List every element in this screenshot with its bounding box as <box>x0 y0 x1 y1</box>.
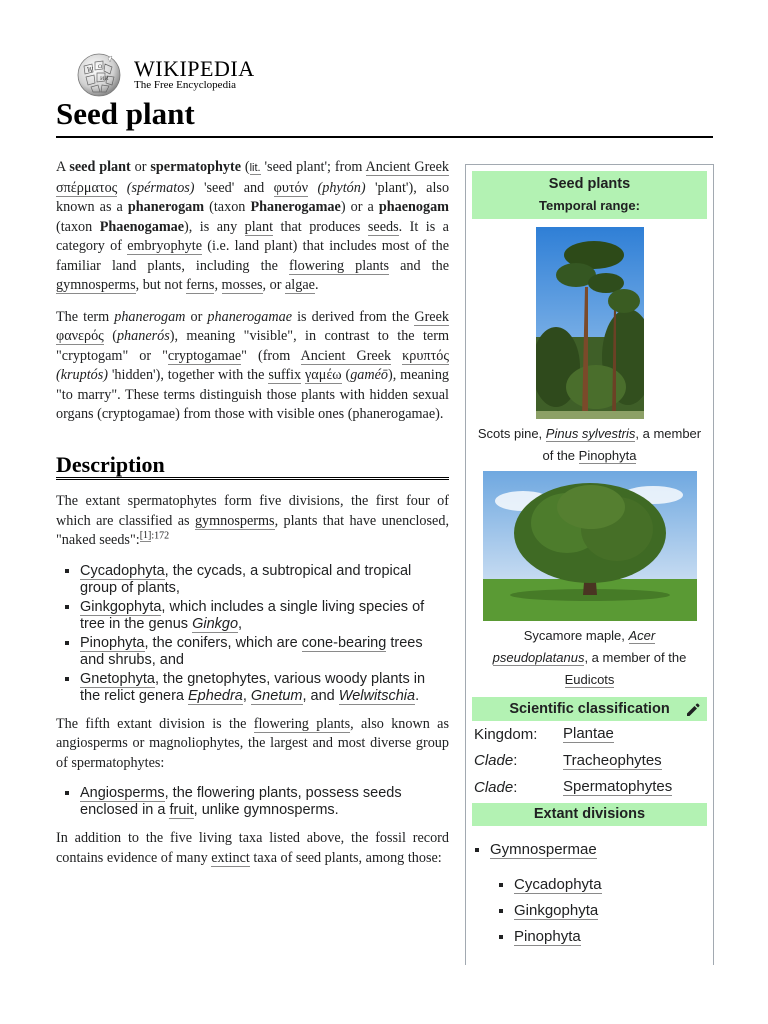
temporal-range-label: Temporal range: <box>539 198 640 213</box>
link-gymnosperms-2[interactable]: gymnosperms <box>194 512 275 529</box>
scots-pine-image[interactable] <box>536 227 644 419</box>
link-pinus-sylvestris[interactable]: Pinus sylvestris <box>545 426 636 441</box>
link-embryophyte[interactable]: embryophyte <box>127 238 203 254</box>
link-gymnospermae[interactable]: Gymnospermae <box>490 840 597 858</box>
link-suffix[interactable]: suffix <box>268 367 302 383</box>
link-spermatophytes[interactable]: Spermatophytes <box>563 778 673 796</box>
extant-divisions-list <box>466 840 713 950</box>
extant-subdivisions-list <box>490 872 713 950</box>
link-ancient-greek-2[interactable]: Ancient Greek <box>300 347 392 364</box>
intro-paragraph: A seed plant or spermatophyte (lit. 'seed plant'; from Ancient Greek σπέρματος (spérmatos) 'seed' and φυτόν (phytón) 'plant'), also known as a phanerogam (taxon Phanerogamae) or a phaenogam (taxon Phaenogamae), is any plant that produces seeds. It is a category of embryophyte (i.e. land plant) that includes most of the familiar land plants, including the flowering plants and the gymnosperms, but not ferns, mosses, or algae. <box>56 159 450 293</box>
link-tracheophytes[interactable]: Tracheophytes <box>563 751 662 769</box>
link-gnetum[interactable]: Gnetum <box>250 687 303 704</box>
svg-text:W: W <box>87 67 94 74</box>
link-ferns[interactable]: ferns <box>186 277 215 293</box>
title-divider <box>56 136 713 138</box>
link-ephedra[interactable]: Ephedra <box>188 687 243 704</box>
extant-divisions-header: Extant divisions <box>472 803 707 826</box>
link-mosses[interactable]: mosses <box>221 277 263 293</box>
edit-pencil-icon[interactable] <box>685 702 701 718</box>
infobox-title: Seed plants <box>548 176 631 192</box>
divisions-paragraph: The extant spermatophytes form five divisions, the first four of which are classified as gymnosperms, plants that have unenclosed, "naked seeds":$^{[1]:172}$ <box>56 493 449 548</box>
classification-row-clade <box>474 748 705 775</box>
angiosperm-list <box>56 785 449 819</box>
link-plantae[interactable]: Plantae <box>563 725 614 743</box>
svg-text:Ω: Ω <box>98 64 103 70</box>
wikipedia-logo[interactable] <box>74 52 254 98</box>
link-cryptogamae[interactable]: cryptogamae <box>167 347 242 364</box>
link-kryptos[interactable]: κρυπτός <box>402 347 449 364</box>
link-spermatos[interactable]: σπέρματος <box>56 179 118 196</box>
link-plant[interactable]: plant <box>244 218 274 235</box>
link-eudicots[interactable]: Eudicots <box>564 672 615 687</box>
link-cycadophyta-infobox[interactable]: Cycadophyta <box>514 875 602 893</box>
rank-label: Kingdom: <box>474 725 538 743</box>
link-cycadophyta[interactable]: Cycadophyta <box>80 562 165 579</box>
link-ginkgo[interactable]: Ginkgo <box>192 615 239 632</box>
link-pinophyta[interactable]: Pinophyta <box>80 634 145 651</box>
link-fruit[interactable]: fruit <box>169 802 194 818</box>
list-item <box>490 840 713 950</box>
link-phaneros[interactable]: φανερός <box>56 328 104 344</box>
angiosperm-paragraph: The fifth extant division is the flowering plants, also known as angiosperms or magnoliophytes, the largest and most diverse group of spermatophytes: <box>56 715 449 771</box>
link-ginkgophyta-infobox[interactable]: Ginkgophyta <box>514 901 599 919</box>
link-ginkgophyta[interactable]: Ginkgophyta <box>80 598 162 615</box>
link-cone-bearing[interactable]: cone-bearing <box>301 634 387 651</box>
description-divider <box>56 477 449 480</box>
list-item: ▪ Pinophyta, the conifers, which are cone-bearing trees and shrubs, and <box>80 635 449 669</box>
wikipedia-wordmark: WIKIPEDIA <box>134 56 255 81</box>
svg-text:ИИ: ИИ <box>100 76 109 82</box>
list-item: ▪ Ginkgophyta, which includes a single living species of tree in the genus Ginkgo, <box>80 599 449 633</box>
citation-1[interactable]: [1] <box>139 530 152 542</box>
classification-row-kingdom <box>474 721 705 748</box>
link-phyton[interactable]: φυτόν <box>273 179 309 196</box>
link-gnetophyta[interactable]: Gnetophyta <box>80 670 155 687</box>
infobox-title-block <box>472 171 707 219</box>
scientific-classification-header <box>472 697 707 721</box>
sycamore-maple-caption: Sycamore maple, Acer pseudoplatanus, a member of the Eudicots <box>492 628 687 687</box>
description-heading: Description <box>56 451 165 477</box>
wikipedia-globe-icon <box>74 52 124 98</box>
list-item <box>514 872 713 898</box>
link-flowering-plants-2[interactable]: flowering plants <box>253 715 351 732</box>
link-gymnosperms[interactable]: gymnosperms <box>56 277 136 293</box>
scientific-classification-label: Scientific classification <box>509 701 670 717</box>
gymnosperm-divisions-list <box>56 563 449 705</box>
list-item: ▪ Cycadophyta, the cycads, a subtropical and tropical group of plants, <box>80 563 449 597</box>
list-item <box>514 898 713 924</box>
link-angiosperms[interactable]: Angiosperms <box>80 785 165 801</box>
link-seeds[interactable]: seeds <box>367 218 399 235</box>
link-greek[interactable]: Greek <box>414 308 449 325</box>
list-item: ▪ Gnetophyta, the gnetophytes, various woody plants in the relict genera Ephedra, Gnetum, and Welwitschia. <box>80 671 449 705</box>
link-pinophyta-infobox[interactable]: Pinophyta <box>514 927 581 945</box>
rank-label: Clade: <box>474 752 518 770</box>
link-pinophyta-caption[interactable]: Pinophyta <box>578 448 637 463</box>
lit-abbreviation[interactable]: lit. <box>249 162 261 174</box>
link-ancient-greek[interactable]: Ancient Greek <box>365 159 449 175</box>
list-item <box>514 924 713 950</box>
link-gameo[interactable]: γαμέω <box>305 367 342 383</box>
wikipedia-tagline: The Free Encyclopedia <box>134 79 237 91</box>
taxobox <box>465 164 714 965</box>
list-item: ▪ Angiosperms, the flowering plants, possess seeds enclosed in a fruit, unlike gymnosperms. <box>80 785 449 819</box>
link-flowering-plants[interactable]: flowering plants <box>288 257 390 274</box>
link-acer-pseudoplatanus[interactable]: Acer pseudoplatanus <box>492 628 656 665</box>
article-body <box>56 158 449 880</box>
rank-label: Clade: <box>474 778 518 796</box>
page-title: Seed plant <box>56 96 195 131</box>
link-welwitschia[interactable]: Welwitschia <box>338 687 416 704</box>
sycamore-maple-image[interactable] <box>483 471 697 621</box>
scots-pine-caption: Scots pine, Pinus sylvestris, a member of the Pinophyta <box>477 426 702 463</box>
link-algae[interactable]: algae <box>285 277 315 293</box>
link-extinct[interactable]: extinct <box>211 849 250 866</box>
classification-row-clade <box>474 774 705 801</box>
fossil-paragraph: In addition to the five living taxa listed above, the fossil record contains evidence of many extinct taxa of seed plants, among those: <box>56 830 449 866</box>
etymology-paragraph: The term phanerogam or phanerogamae is derived from the Greek φανερός (phanerós), meaning "visible", in contrast to the term "cryptogam" or "cryptogamae" (from Ancient Greek κρυπτός (kruptós) 'hidden'), together with the suffix γαμέω (gaméō), meaning "to marry". These terms distinguish those plants with hidden sexual organs (cryptogamae) from those with visible ones (phanerogamae). <box>56 308 450 422</box>
